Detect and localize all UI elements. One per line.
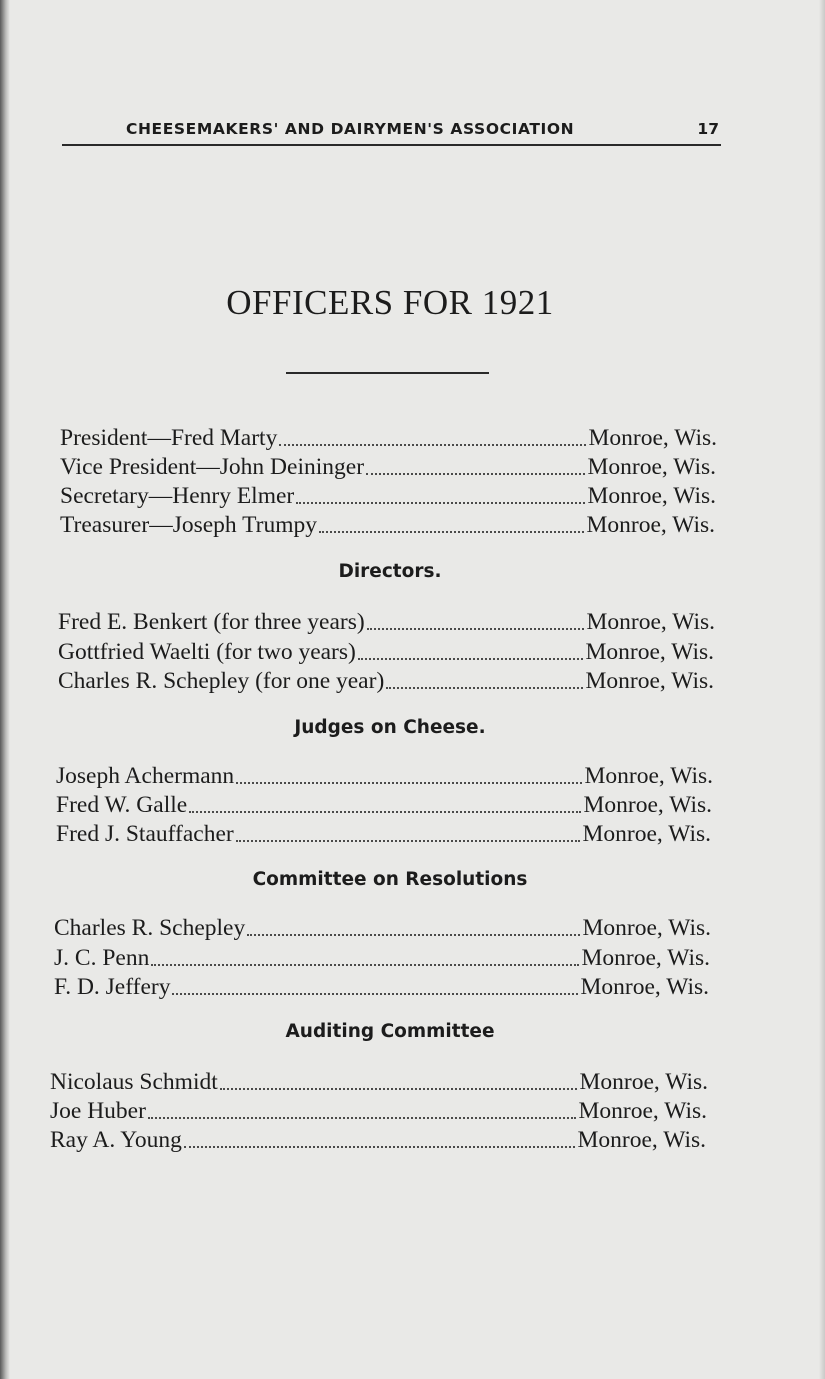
director-entry — [58, 637, 714, 667]
resolutions-member-place: Monroe, Wis. — [580, 974, 709, 1000]
page-title: OFFICERS FOR 1921 — [226, 283, 554, 322]
officer-entry-vice-president — [60, 452, 716, 482]
running-head — [62, 118, 721, 146]
officer-entry-secretary — [60, 481, 716, 511]
director-place: Monroe, Wis. — [585, 668, 714, 694]
judge-name: Fred J. Stauffacher — [56, 821, 234, 847]
director-entry — [58, 666, 714, 696]
resolutions-entry — [54, 943, 710, 973]
dot-leader — [151, 964, 579, 966]
officer-name: Treasurer—Joseph Trumpy — [60, 512, 317, 538]
dot-leader — [319, 531, 584, 533]
dot-leader — [366, 473, 585, 475]
running-head-title: CHEESEMAKERS' AND DAIRYMEN'S ASSOCIATION — [126, 120, 575, 138]
dot-leader — [172, 993, 578, 995]
dot-leader — [279, 444, 586, 446]
resolutions-member-name: Charles R. Schepley — [54, 915, 246, 941]
page-number: 17 — [697, 120, 719, 138]
director-name: Fred E. Benkert (for three years) — [58, 609, 365, 635]
auditing-entry — [50, 1096, 707, 1126]
dot-leader — [236, 782, 582, 784]
director-place: Monroe, Wis. — [585, 639, 714, 665]
auditing-member-name: Ray A. Young — [50, 1127, 182, 1153]
dot-leader — [236, 840, 581, 842]
page-right-edge — [819, 0, 825, 1379]
dot-leader — [296, 502, 585, 504]
dot-leader — [220, 1088, 578, 1090]
dot-leader — [189, 811, 581, 813]
resolutions-entry — [54, 972, 709, 1002]
dot-leader — [184, 1146, 576, 1148]
auditing-member-place: Monroe, Wis. — [579, 1069, 708, 1095]
auditing-member-name: Joe Huber — [50, 1098, 146, 1124]
dot-leader — [148, 1117, 577, 1119]
officer-name: President—Fred Marty — [60, 425, 278, 451]
auditing-member-place: Monroe, Wis. — [577, 1127, 706, 1153]
auditing-entry — [50, 1067, 708, 1097]
officer-name: Secretary—Henry Elmer — [60, 483, 295, 509]
auditing-member-place: Monroe, Wis. — [578, 1098, 707, 1124]
page-binding-edge — [0, 0, 10, 1379]
auditing-member-name: Nicolaus Schmidt — [50, 1069, 218, 1095]
section-heading-auditing: Auditing Committee — [285, 1021, 495, 1042]
section-heading-resolutions: Committee on Resolutions — [252, 869, 528, 890]
resolutions-entry — [54, 913, 711, 943]
resolutions-member-name: J. C. Penn — [54, 945, 150, 971]
resolutions-member-name: F. D. Jeffery — [54, 974, 171, 1000]
director-name: Gottfried Waelti (for two years) — [58, 639, 356, 665]
officer-name: Vice President—John Deininger — [60, 454, 365, 480]
officer-place: Monroe, Wis. — [587, 483, 716, 509]
judge-place: Monroe, Wis. — [583, 792, 712, 818]
director-name: Charles R. Schepley (for one year) — [58, 668, 385, 694]
section-heading-judges: Judges on Cheese. — [294, 717, 486, 738]
dot-leader — [367, 628, 585, 630]
officer-place: Monroe, Wis. — [587, 454, 716, 480]
resolutions-member-place: Monroe, Wis. — [581, 945, 710, 971]
section-heading-directors: Directors. — [338, 561, 442, 582]
judge-entry — [56, 761, 713, 791]
dot-leader — [358, 658, 584, 660]
dot-leader — [386, 687, 583, 689]
resolutions-member-place: Monroe, Wis. — [582, 915, 711, 941]
director-place: Monroe, Wis. — [586, 609, 715, 635]
officer-place: Monroe, Wis. — [586, 512, 715, 538]
officer-entry-treasurer — [60, 510, 715, 540]
officer-place: Monroe, Wis. — [588, 425, 717, 451]
dot-leader — [247, 934, 580, 936]
judge-entry — [56, 819, 711, 849]
judge-place: Monroe, Wis. — [582, 821, 711, 847]
judge-place: Monroe, Wis. — [584, 763, 713, 789]
judge-name: Joseph Achermann — [56, 763, 235, 789]
auditing-entry — [50, 1125, 706, 1155]
title-rule — [286, 372, 489, 374]
director-entry — [58, 607, 715, 637]
judge-entry — [56, 790, 712, 820]
officer-entry-president — [60, 423, 717, 453]
judge-name: Fred W. Galle — [56, 792, 188, 818]
